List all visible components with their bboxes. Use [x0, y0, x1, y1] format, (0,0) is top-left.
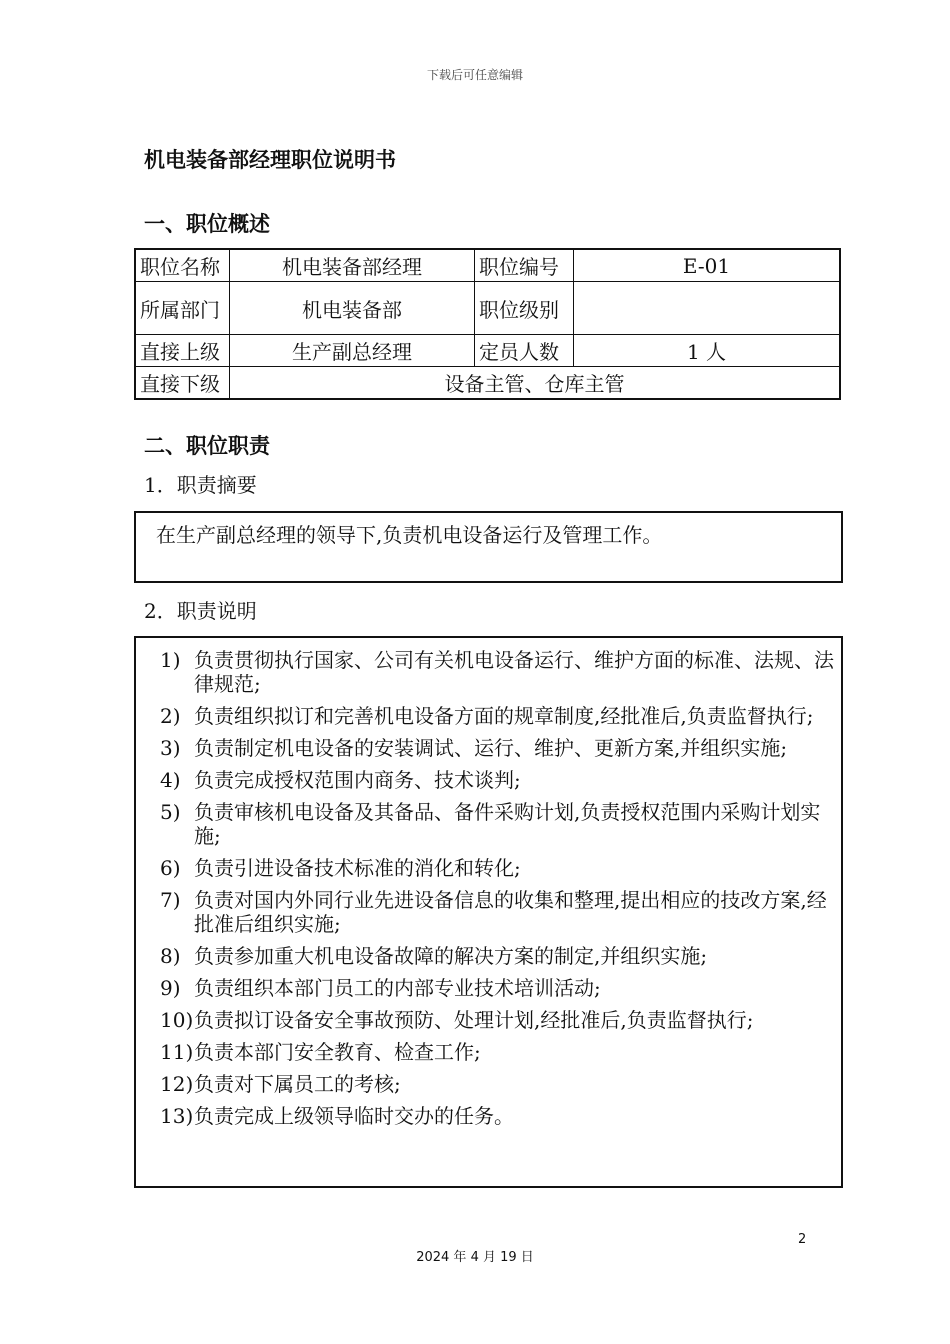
duty-list — [136, 638, 841, 1128]
list-item-number: 6) — [160, 856, 181, 880]
list-item-text: 负责完成上级领导临时交办的任务。 — [194, 1104, 514, 1128]
list-item-text: 负责完成授权范围内商务、技术谈判; — [194, 768, 521, 792]
list-item — [136, 1040, 841, 1064]
list-item-text: 负责本部门安全教育、检查工作; — [194, 1040, 481, 1064]
list-item-number: 4) — [160, 768, 181, 792]
list-item — [136, 856, 841, 880]
list-item-text: 负责引进设备技术标准的消化和转化; — [194, 856, 521, 880]
footer-date: 2024 年 4 月 19 日 — [416, 1250, 534, 1265]
list-item-number: 8) — [160, 944, 181, 968]
list-item-text: 负责参加重大机电设备故障的解决方案的制定,并组织实施; — [194, 944, 708, 968]
list-item-text: 负责组织拟订和完善机电设备方面的规章制度,经批准后,负责监督执行; — [194, 704, 814, 728]
position-code-label: 职位编号 — [475, 249, 574, 282]
header-note: 下载后可任意编辑 — [426, 68, 523, 82]
list-item-number: 12) — [160, 1072, 194, 1096]
list-item-number: 7) — [160, 888, 181, 912]
duty-details-box — [134, 636, 843, 1188]
list-item — [136, 1072, 841, 1096]
direct-subordinate-value: 设备主管、仓库主管 — [230, 367, 841, 400]
list-item — [136, 1104, 841, 1128]
duty-summary-heading: 1．职责摘要 — [144, 473, 257, 497]
list-item-text: 负责贯彻执行国家、公司有关机电设备运行、维护方面的标准、法规、法律规范; — [194, 648, 834, 696]
table-row — [135, 282, 840, 335]
list-item — [136, 1008, 841, 1032]
table-row — [135, 367, 840, 400]
list-item — [136, 648, 841, 696]
list-item-number: 5) — [160, 800, 181, 824]
table-row — [135, 249, 840, 282]
position-code-value: E-01 — [574, 249, 841, 282]
headcount-label: 定员人数 — [475, 335, 574, 367]
list-item — [136, 736, 841, 760]
direct-subordinate-label: 直接下级 — [135, 367, 230, 400]
list-item — [136, 800, 841, 848]
list-item-number: 1) — [160, 648, 181, 672]
list-item-text: 负责制定机电设备的安装调试、运行、维护、更新方案,并组织实施; — [194, 736, 788, 760]
direct-superior-label: 直接上级 — [135, 335, 230, 367]
headcount-value: 1 人 — [574, 335, 841, 367]
document-title: 机电装备部经理职位说明书 — [144, 147, 396, 172]
page-number: 2 — [798, 1232, 807, 1247]
table-row — [135, 335, 840, 367]
section-overview-heading: 一、职位概述 — [144, 211, 270, 236]
list-item-number: 3) — [160, 736, 181, 760]
list-item-number: 13) — [160, 1104, 194, 1128]
duty-details-heading: 2．职责说明 — [144, 599, 257, 623]
position-level-value — [574, 282, 841, 335]
list-item-text: 负责拟订设备安全事故预防、处理计划,经批准后,负责监督执行; — [194, 1008, 754, 1032]
duty-summary-box — [134, 511, 843, 583]
list-item-number: 9) — [160, 976, 181, 1000]
duty-summary-text: 在生产副总经理的领导下,负责机电设备运行及管理工作。 — [156, 523, 663, 547]
list-item — [136, 704, 841, 728]
direct-superior-value: 生产副总经理 — [230, 335, 475, 367]
position-overview-table — [134, 248, 841, 400]
list-item — [136, 768, 841, 792]
list-item-text: 负责对国内外同行业先进设备信息的收集和整理,提出相应的技改方案,经批准后组织实施; — [194, 888, 827, 936]
position-level-label: 职位级别 — [475, 282, 574, 335]
department-label: 所属部门 — [135, 282, 230, 335]
list-item-number: 10) — [160, 1008, 194, 1032]
list-item-number: 11) — [160, 1040, 194, 1064]
list-item — [136, 944, 841, 968]
position-name-value: 机电装备部经理 — [230, 249, 475, 282]
list-item-text: 负责对下属员工的考核; — [194, 1072, 401, 1096]
list-item-text: 负责组织本部门员工的内部专业技术培训活动; — [194, 976, 601, 1000]
position-name-label: 职位名称 — [135, 249, 230, 282]
department-value: 机电装备部 — [230, 282, 475, 335]
list-item-number: 2) — [160, 704, 181, 728]
list-item-text: 负责审核机电设备及其备品、备件采购计划,负责授权范围内采购计划实施; — [194, 800, 821, 848]
list-item — [136, 976, 841, 1000]
section-duties-heading: 二、职位职责 — [144, 433, 270, 458]
list-item — [136, 888, 841, 936]
